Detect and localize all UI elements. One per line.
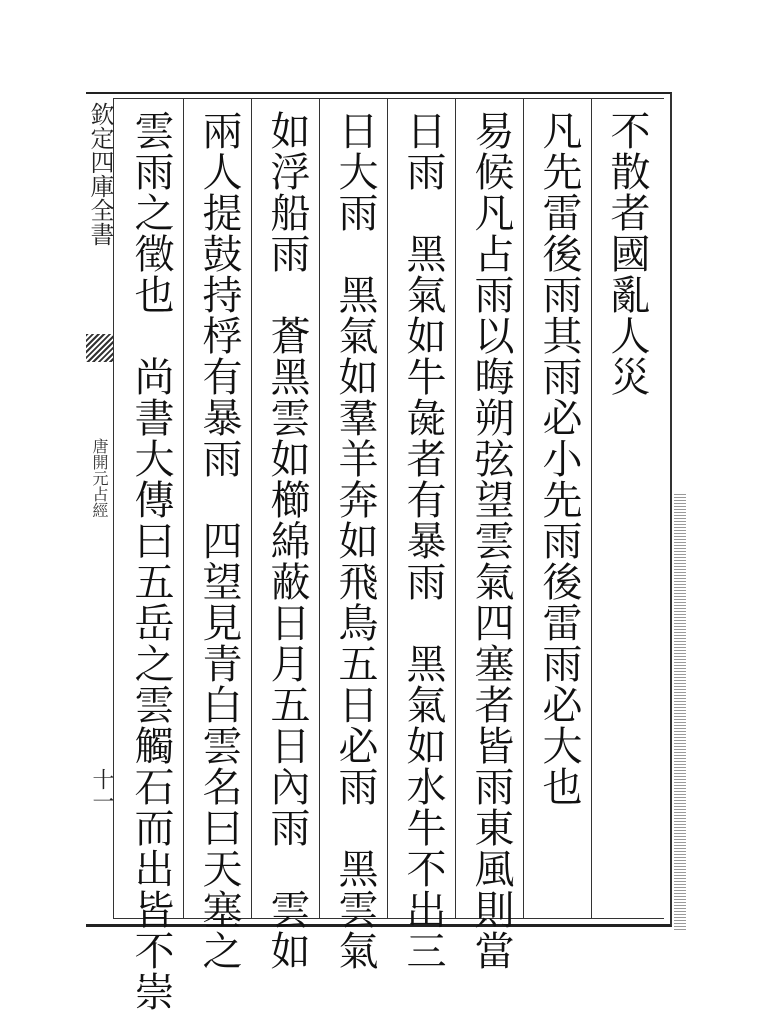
series-title: 欽定四庫全書 <box>86 102 114 246</box>
book-page <box>86 92 672 1012</box>
text-column-4: 日雨 黑氣如牛彘者有暴雨 黑氣如水牛不出三 <box>400 110 446 971</box>
column-rule <box>591 98 592 919</box>
fish-tail-mark <box>86 334 113 362</box>
text-column-6: 如浮船雨 蒼黑雲如櫛綿蔽日月五日內雨 雲如 <box>264 110 310 971</box>
text-column-3: 易候凡占雨以晦朔弦望雲氣四塞者皆雨東風則當 <box>468 110 514 971</box>
column-rule <box>319 98 320 919</box>
page-number: 十一 <box>89 768 114 812</box>
text-column-5: 日大雨 黑氣如羣羊奔如飛鳥五日必雨 黑雲氣 <box>332 110 378 971</box>
column-rule <box>523 98 524 919</box>
text-column-1: 不散者國亂人災 <box>604 110 650 397</box>
column-rule <box>387 98 388 919</box>
column-rule <box>251 98 252 919</box>
gutter <box>86 98 113 919</box>
text-column-7: 兩人提鼓持桴有暴雨 四望見青白雲名曰天塞之 <box>196 110 242 971</box>
column-rule <box>455 98 456 919</box>
column-rule <box>183 98 184 919</box>
text-column-8: 雲雨之徵也 尚書大傳曰五岳之雲觸石而出皆不崇 <box>128 110 174 1012</box>
text-column-2: 凡先雷後雨其雨必小先雨後雷雨必大也 <box>536 110 582 807</box>
page-edge-shading <box>674 492 686 930</box>
book-title: 唐開元占經 <box>90 438 109 518</box>
